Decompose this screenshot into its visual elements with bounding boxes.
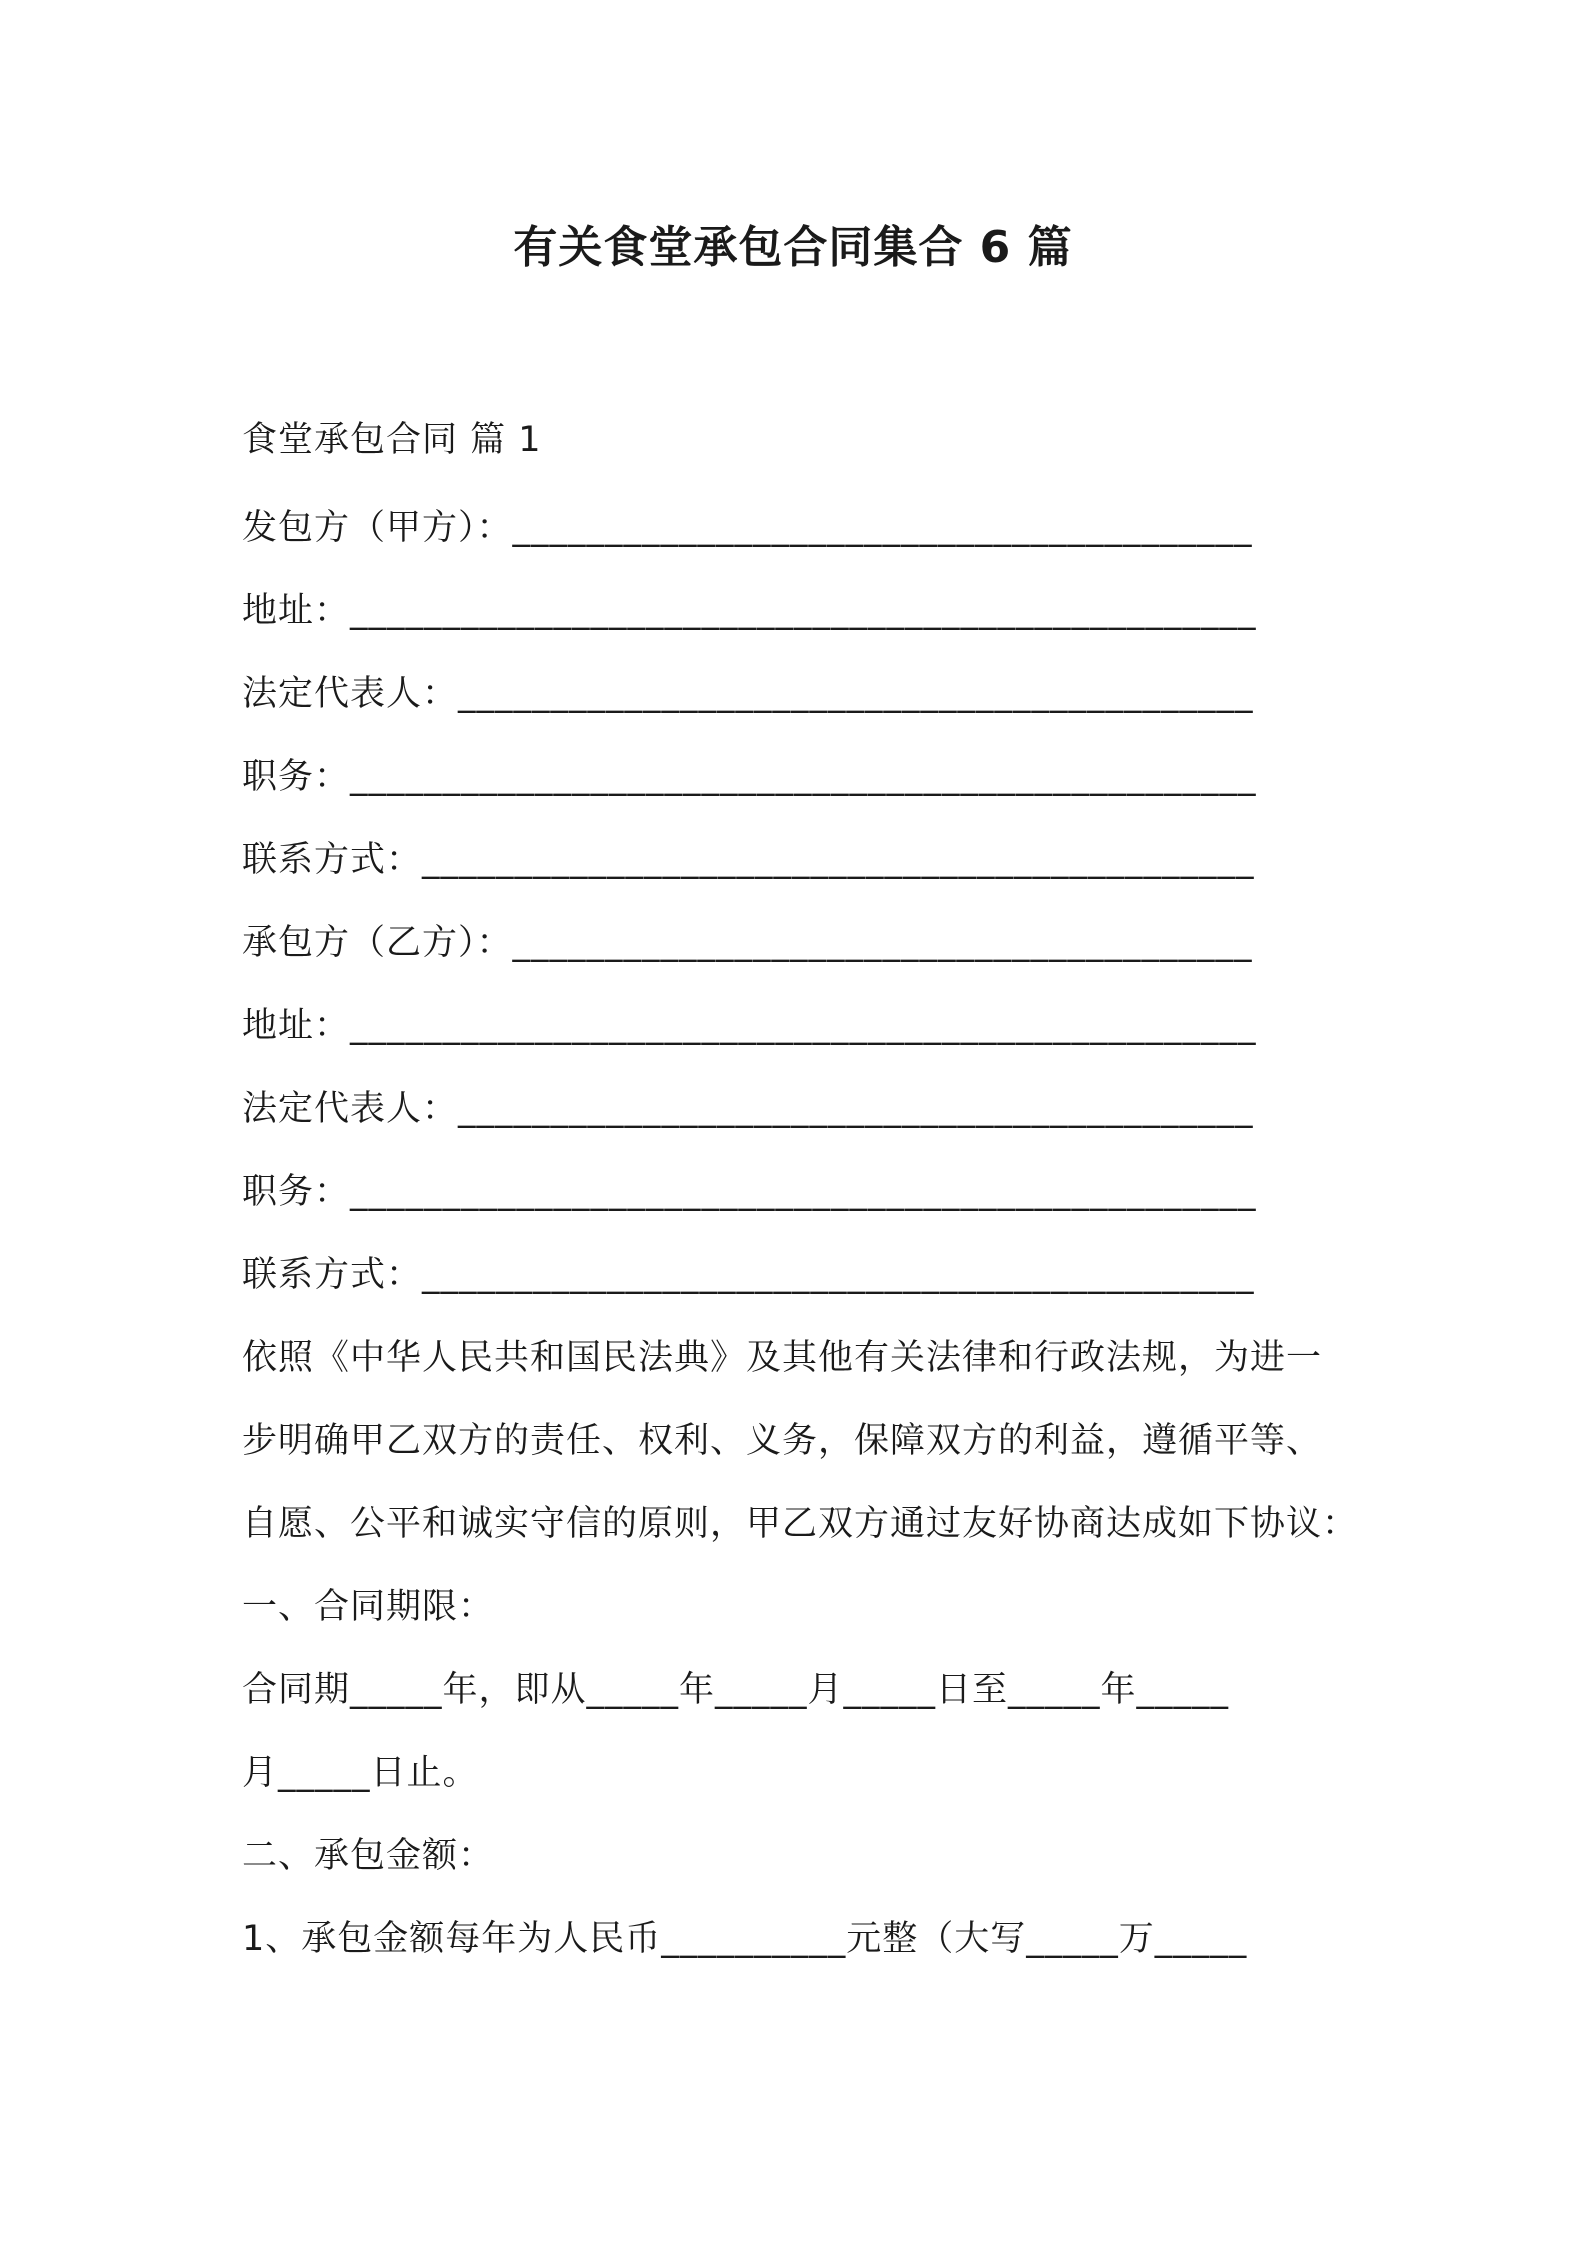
party-b-contact-line: 联系方式：_____________________________________________ — [242, 1255, 1255, 1295]
preamble-line-1: 依照《中华人民共和国民法典》及其他有关法律和行政法规，为进一 — [242, 1338, 1323, 1378]
document-title: 有关食堂承包合同集合 6 篇 — [513, 222, 1073, 273]
preamble-line-2: 步明确甲乙双方的责任、权利、义务，保障双方的利益，遵循平等、 — [242, 1421, 1323, 1461]
party-a-legal-rep-line: 法定代表人：___________________________________________ — [242, 674, 1254, 714]
party-b-name-line: 承包方（乙方）：________________________________________ — [242, 923, 1253, 963]
party-a-contact-line: 联系方式：_____________________________________________ — [242, 840, 1255, 880]
clause-1-heading: 一、合同期限： — [242, 1587, 495, 1627]
party-b-legal-rep-line: 法定代表人：___________________________________________ — [242, 1089, 1254, 1129]
clause-2-heading: 二、承包金额： — [242, 1836, 495, 1876]
preamble-line-3: 自愿、公平和诚实守信的原则，甲乙双方通过友好协商达成如下协议： — [242, 1504, 1359, 1544]
clause-1-line-2: 月_____日止。 — [242, 1753, 479, 1793]
section-heading: 食堂承包合同 篇 1 — [242, 420, 542, 460]
party-b-address-line: 地址：_________________________________________________ — [242, 1006, 1257, 1046]
clause-2-item-1: 1、承包金额每年为人民币__________元整（大写_____万_____ — [242, 1919, 1248, 1959]
party-a-name-line: 发包方（甲方）：________________________________________ — [242, 508, 1253, 548]
clause-1-line-1: 合同期_____年，即从_____年_____月_____日至_____年_____ — [242, 1670, 1230, 1710]
party-b-position-line: 职务：_________________________________________________ — [242, 1172, 1257, 1212]
party-a-position-line: 职务：_________________________________________________ — [242, 757, 1257, 797]
party-a-address-line: 地址：_________________________________________________ — [242, 591, 1257, 631]
